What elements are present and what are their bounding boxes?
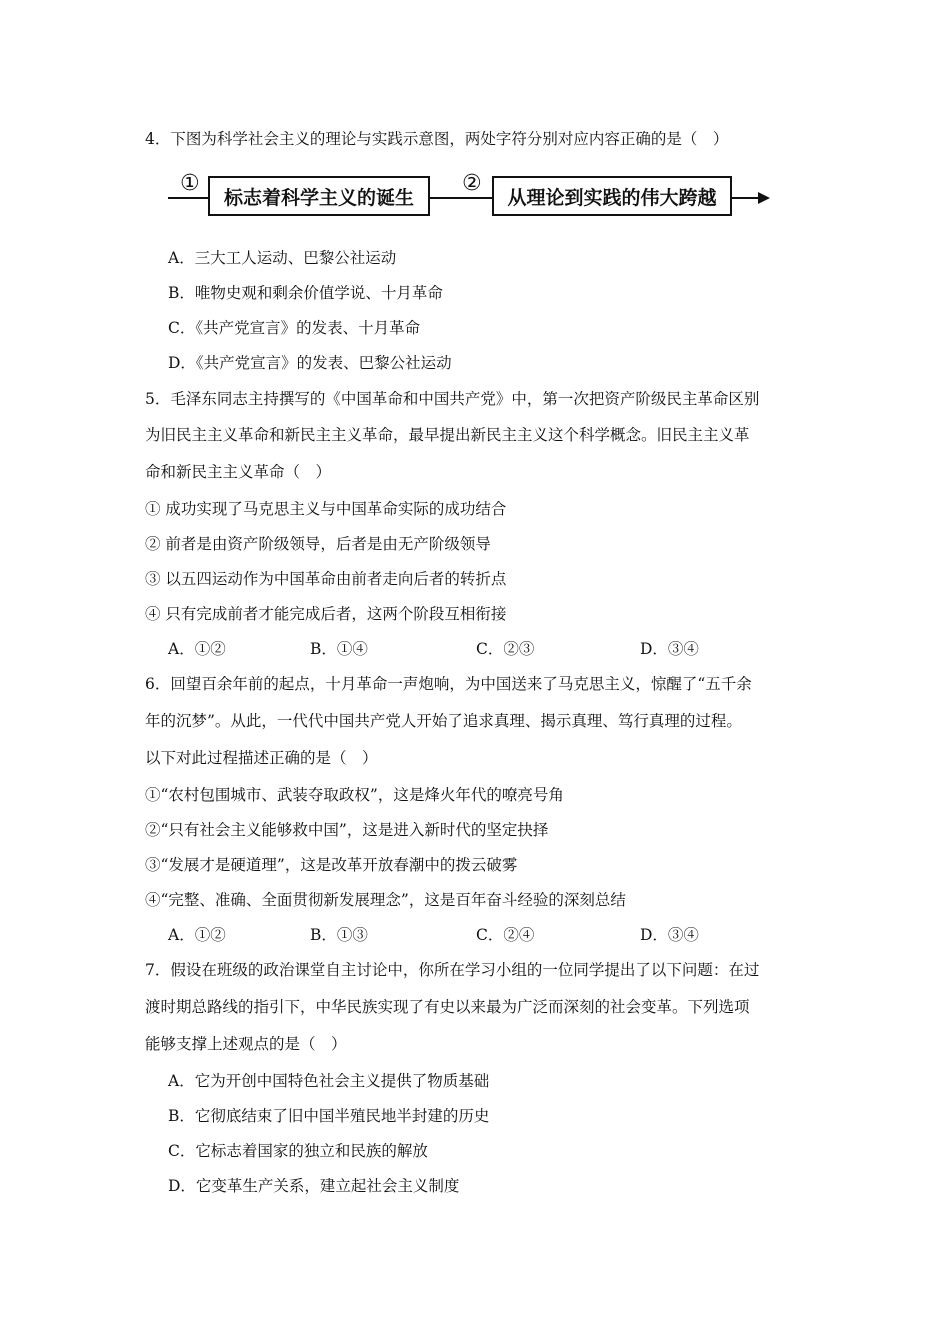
q7-option-c: C．它标志着国家的独立和民族的解放 xyxy=(168,1142,428,1160)
q6-answer-b: B．①③ xyxy=(310,926,368,944)
q6-statement-3: ③“发展才是硬道理”，这是改革开放春潮中的拨云破雾 xyxy=(145,856,518,874)
q6-stem-line-2: 年的沉梦”。从此，一代代中国共产党人开始了追求真理、揭示真理、笃行真理的过程。 xyxy=(145,712,742,730)
q5-answer-c: C．②③ xyxy=(476,640,535,658)
q5-answer-d: D．③④ xyxy=(640,640,699,658)
q6-answer-a: A．①② xyxy=(168,926,226,944)
diagram-box-2: 从理论到实践的伟大跨越 xyxy=(492,176,732,216)
q7-stem-line-2: 渡时期总路线的指引下，中华民族实现了有史以来最为广泛而深刻的社会变革。下列选项 xyxy=(145,998,750,1016)
q7-option-b: B．它彻底结束了旧中国半殖民地半封建的历史 xyxy=(168,1107,490,1125)
q4-stem: 4．下图为科学社会主义的理论与实践示意图，两处字符分别对应内容正确的是（ ） xyxy=(145,130,729,148)
q4-option-d: D．《共产党宣言》的发表、巴黎公社运动 xyxy=(168,354,452,372)
q7-option-a: A．它为开创中国特色社会主义提供了物质基础 xyxy=(168,1072,490,1090)
q6-answer-c: C．②④ xyxy=(476,926,535,944)
q7-stem-line-3: 能够支撑上述观点的是（ ） xyxy=(145,1035,347,1053)
q5-statement-4: ④ 只有完成前者才能完成后者，这两个阶段互相衔接 xyxy=(145,605,507,623)
q6-statement-1: ①“农村包围城市、武装夺取政权”，这是烽火年代的嘹亮号角 xyxy=(145,786,564,804)
q5-stem-line-3: 命和新民主主义革命（ ） xyxy=(145,463,332,481)
q5-answer-a: A．①② xyxy=(168,640,226,658)
q5-statement-2: ② 前者是由资产阶级领导，后者是由无产阶级领导 xyxy=(145,535,491,553)
q5-statement-3: ③ 以五四运动作为中国革命由前者走向后者的转折点 xyxy=(145,570,507,588)
q4-option-b: B．唯物史观和剩余价值学说、十月革命 xyxy=(168,284,443,302)
q7-option-d: D．它变革生产关系，建立起社会主义制度 xyxy=(168,1177,460,1195)
q6-answer-d: D．③④ xyxy=(640,926,699,944)
q6-stem-line-1: 6．回望百余年前的起点，十月革命一声炮响，为中国送来了马克思主义，惊醒了“五千余 xyxy=(145,675,752,693)
q4-option-c: C．《共产党宣言》的发表、十月革命 xyxy=(168,319,421,337)
q4-option-a: A．三大工人运动、巴黎公社运动 xyxy=(168,249,397,267)
q6-stem-line-3: 以下对此过程描述正确的是（ ） xyxy=(145,749,378,767)
q6-statement-4: ④“完整、准确、全面贯彻新发展理念”，这是百年奋斗经验的深刻总结 xyxy=(145,891,626,909)
arrow-right-icon xyxy=(758,192,770,204)
q7-stem-line-1: 7．假设在班级的政治课堂自主讨论中，你所在学习小组的一位同学提出了以下问题：在过 xyxy=(145,961,760,979)
diagram-marker-2: ② xyxy=(462,171,482,196)
q5-statement-1: ① 成功实现了马克思主义与中国革命实际的成功结合 xyxy=(145,500,507,518)
q5-stem-line-2: 为旧民主主义革命和新民主主义革命，最早提出新民主主义这个科学概念。旧民主主义革 xyxy=(145,426,750,444)
q4-diagram xyxy=(168,170,770,224)
diagram-box-1: 标志着科学主义的诞生 xyxy=(208,176,430,216)
q5-stem-line-1: 5．毛泽东同志主持撰写的《中国革命和中国共产党》中，第一次把资产阶级民主革命区别 xyxy=(145,390,760,408)
diagram-marker-1: ① xyxy=(180,171,200,196)
q5-answer-b: B．①④ xyxy=(310,640,368,658)
q6-statement-2: ②“只有社会主义能够救中国”，这是进入新时代的坚定抉择 xyxy=(145,821,549,839)
